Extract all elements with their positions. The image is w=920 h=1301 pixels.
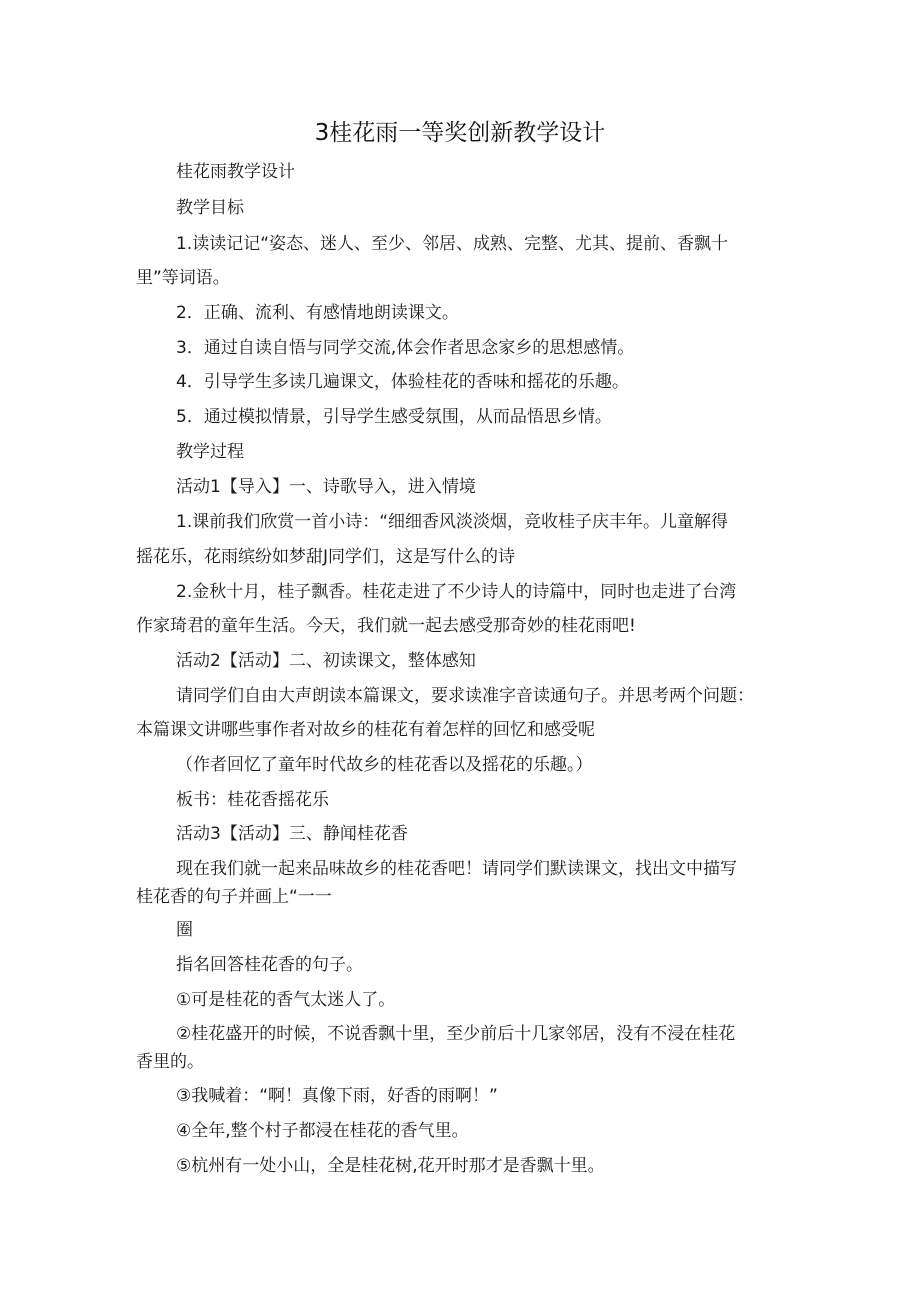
activity-3-heading: 活动3【活动】三、静闻桂花香	[176, 824, 408, 844]
activity-2-paragraph-line-1: 请同学们自由大声朗读本篇课文，要求读准字音读通句子。并思考两个问题：	[176, 686, 754, 706]
document-title: 3桂花雨一等奖创新教学设计	[314, 120, 606, 146]
sentence-1: ①可是桂花的香气太迷人了。	[176, 990, 396, 1010]
goal-5: 5．通过模拟情景，引导学生感受氛围，从而品悟思乡情。	[176, 407, 612, 427]
sentence-4: ④全年,整个村子都浸在桂花的香气里。	[176, 1121, 469, 1141]
activity-3-paragraph-line-2: 桂花香的句子并画上“一一	[136, 887, 332, 907]
sentence-5: ⑤杭州有一处小山，全是桂花树,花开时那才是香飘十里。	[176, 1156, 605, 1176]
activity-1-paragraph-2-line-2: 作家琦君的童年生活。今天，我们就一起去感受那奇妙的桂花雨吧!	[136, 616, 636, 636]
subtitle: 桂花雨教学设计	[176, 162, 295, 182]
sentence-3: ③我喊着：“啊！真像下雨，好香的雨啊！”	[176, 1086, 498, 1106]
goal-3: 3．通过自读自悟与同学交流,体会作者思念家乡的思想感情。	[176, 338, 635, 358]
activity-3-prompt: 指名回答桂花香的句子。	[176, 955, 363, 975]
section-heading-goals: 教学目标	[176, 198, 244, 218]
activity-2-answer: （作者回忆了童年时代故乡的桂花香以及摇花的乐趣。）	[176, 755, 593, 775]
goal-2: 2．正确、流利、有感情地朗读课文。	[176, 303, 459, 323]
activity-1-paragraph-1-line-2: 摇花乐，花雨缤纷如梦甜J同学们，这是写什么的诗	[136, 547, 516, 567]
section-heading-process: 教学过程	[176, 442, 244, 462]
activity-1-paragraph-1-line-1: 1.课前我们欣赏一首小诗：“细细香风淡淡烟，竞收桂子庆丰年。儿童解得	[176, 512, 729, 532]
goal-1-line-1: 1.读读记记“姿态、迷人、至少、邻居、成熟、完整、尤其、提前、香飘十	[176, 234, 729, 254]
goal-4: 4．引导学生多读几遍课文，体验桂花的香味和摇花的乐趣。	[176, 372, 629, 392]
activity-2-board-note: 板书：桂花香摇花乐	[176, 790, 329, 810]
activity-1-paragraph-2-line-1: 2.金秋十月，桂子飘香。桂花走进了不少诗人的诗篇中，同时也走进了台湾	[176, 582, 737, 602]
sentence-2-line-1: ②桂花盛开的时候，不说香飘十里，至少前后十几家邻居，没有不浸在桂花	[176, 1024, 736, 1044]
activity-2-heading: 活动2【活动】二、初读课文，整体感知	[176, 651, 476, 671]
activity-3-paragraph-line-1: 现在我们就一起来品味故乡的桂花香吧！请同学们默读课文，找出文中描写	[176, 859, 737, 879]
activity-2-paragraph-line-2: 本篇课文讲哪些事作者对故乡的桂花有着怎样的回忆和感受呢	[136, 720, 595, 740]
goal-1-line-2: 里”等词语。	[136, 268, 230, 288]
activity-3-paragraph-line-3: 圈	[176, 920, 193, 940]
sentence-2-line-2: 香里的。	[136, 1052, 204, 1072]
activity-1-heading: 活动1【导入】一、诗歌导入，进入情境	[176, 477, 476, 497]
